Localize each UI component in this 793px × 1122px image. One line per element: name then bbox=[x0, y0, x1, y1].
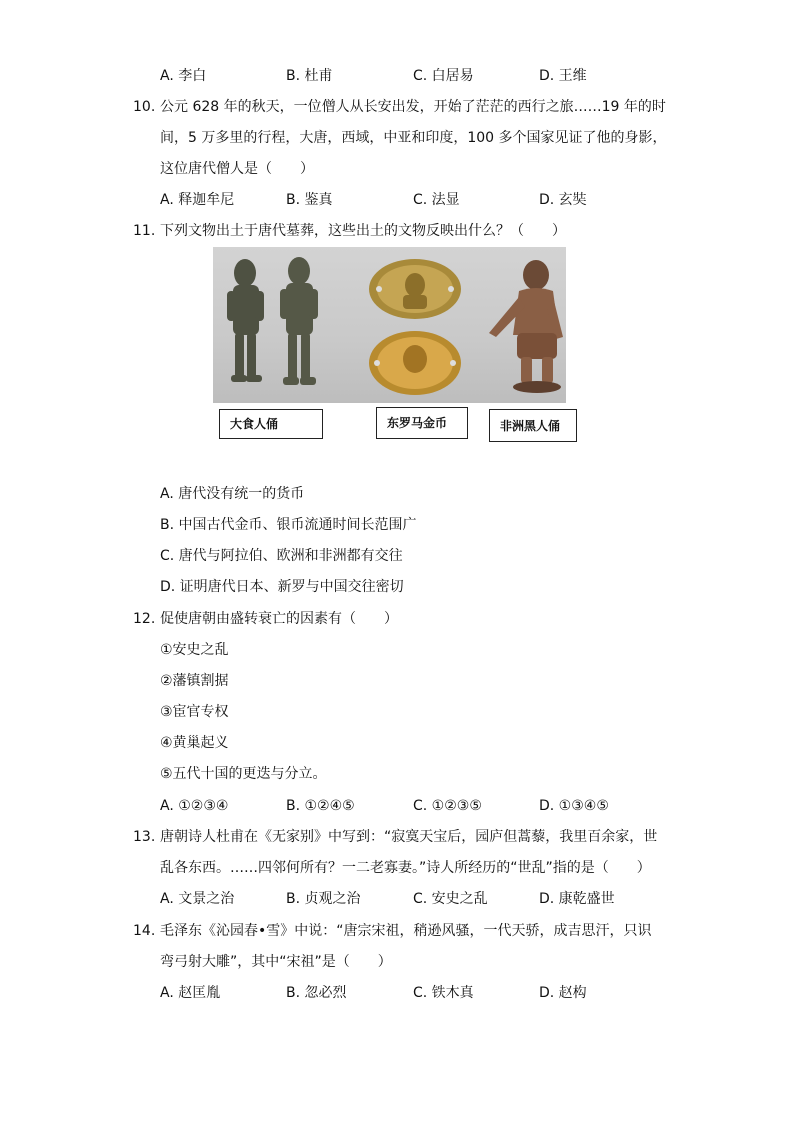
caption-african-figurine bbox=[489, 409, 577, 442]
arab-figurine-1 bbox=[227, 259, 264, 382]
artifacts-photo bbox=[213, 247, 566, 403]
question-number: 13. bbox=[133, 829, 156, 845]
option-c: C. 法显 bbox=[413, 192, 460, 208]
question-stem-line: 这位唐代僧人是（ ） bbox=[160, 161, 314, 177]
option-d: D. ①③④⑤ bbox=[539, 798, 609, 814]
artifacts-illustration bbox=[213, 247, 566, 403]
option-d: D. 王维 bbox=[539, 68, 587, 84]
caption-text: 非洲黑人俑 bbox=[500, 418, 561, 433]
question-stem-line: 唐朝诗人杜甫在《无家别》中写到：“寂寞天宝后，园庐但蒿藜，我里百余家，世 bbox=[160, 829, 658, 845]
option-b: B. 忽必烈 bbox=[286, 985, 347, 1001]
african-figurine bbox=[489, 260, 563, 393]
question-stem-line: 毛泽东《沁园春•雪》中说：“唐宗宋祖，稍逊风骚，一代天骄，成吉思汗，只识 bbox=[160, 923, 652, 939]
byzantine-gold-coin-1 bbox=[369, 259, 461, 319]
option-c: C. 唐代与阿拉伯、欧洲和非洲都有交往 bbox=[160, 548, 403, 564]
list-item: ④黄巢起义 bbox=[160, 735, 229, 751]
option-d: D. 证明唐代日本、新罗与中国交往密切 bbox=[160, 579, 404, 595]
option-d: D. 康乾盛世 bbox=[539, 891, 615, 907]
question-number: 10. bbox=[133, 99, 156, 115]
option-b: B. 贞观之治 bbox=[286, 891, 361, 907]
option-b: B. ①②④⑤ bbox=[286, 798, 355, 814]
list-item: ③宦官专权 bbox=[160, 704, 229, 720]
caption-text: 东罗马金币 bbox=[387, 416, 448, 430]
option-b: B. 鉴真 bbox=[286, 192, 333, 208]
option-a: A. 赵匡胤 bbox=[160, 985, 221, 1001]
option-c: C. ①②③⑤ bbox=[413, 798, 482, 814]
list-item: ①安史之乱 bbox=[160, 642, 229, 658]
option-c: C. 白居易 bbox=[413, 68, 474, 84]
question-stem-line: 公元 628 年的秋天，一位僧人从长安出发，开始了茫茫的西行之旅……19 年的时 bbox=[160, 99, 666, 115]
arab-figurine-2 bbox=[280, 257, 318, 385]
question-stem: 促使唐朝由盛转衰亡的因素有（ ） bbox=[160, 611, 398, 627]
question-stem-line: 弯弓射大雕”，其中“宋祖”是（ ） bbox=[160, 954, 392, 970]
byzantine-gold-coin-2 bbox=[369, 331, 461, 395]
question-stem: 下列文物出土于唐代墓葬，这些出土的文物反映出什么？（ ） bbox=[160, 223, 566, 239]
list-item: ⑤五代十国的更迭与分立。 bbox=[160, 766, 327, 782]
option-a: A. ①②③④ bbox=[160, 798, 229, 814]
option-c: C. 安史之乱 bbox=[413, 891, 488, 907]
question-number: 14. bbox=[133, 923, 156, 939]
option-d: D. 玄奘 bbox=[539, 192, 587, 208]
caption-byzantine-coin bbox=[376, 407, 468, 439]
option-b: B. 杜甫 bbox=[286, 68, 333, 84]
option-a: A. 文景之治 bbox=[160, 891, 235, 907]
question-stem-line: 间，5 万多里的行程，大唐，西域，中亚和印度，100 多个国家见证了他的身影， bbox=[160, 130, 667, 146]
question-stem-line: 乱各东西。……四邻何所有？一二老寡妻。”诗人所经历的“世乱”指的是（ ） bbox=[160, 860, 651, 876]
option-c: C. 铁木真 bbox=[413, 985, 474, 1001]
option-b: B. 中国古代金币、银币流通时间长范围广 bbox=[160, 517, 417, 533]
option-a: A. 唐代没有统一的货币 bbox=[160, 486, 305, 502]
option-d: D. 赵构 bbox=[539, 985, 587, 1001]
option-a: A. 释迦牟尼 bbox=[160, 192, 235, 208]
question-number: 12. bbox=[133, 611, 156, 627]
caption-arab-figurine bbox=[219, 409, 323, 439]
list-item: ②藩镇割据 bbox=[160, 673, 229, 689]
question-number: 11. bbox=[133, 223, 156, 239]
caption-text: 大食人俑 bbox=[230, 417, 279, 431]
option-a: A. 李白 bbox=[160, 68, 207, 84]
